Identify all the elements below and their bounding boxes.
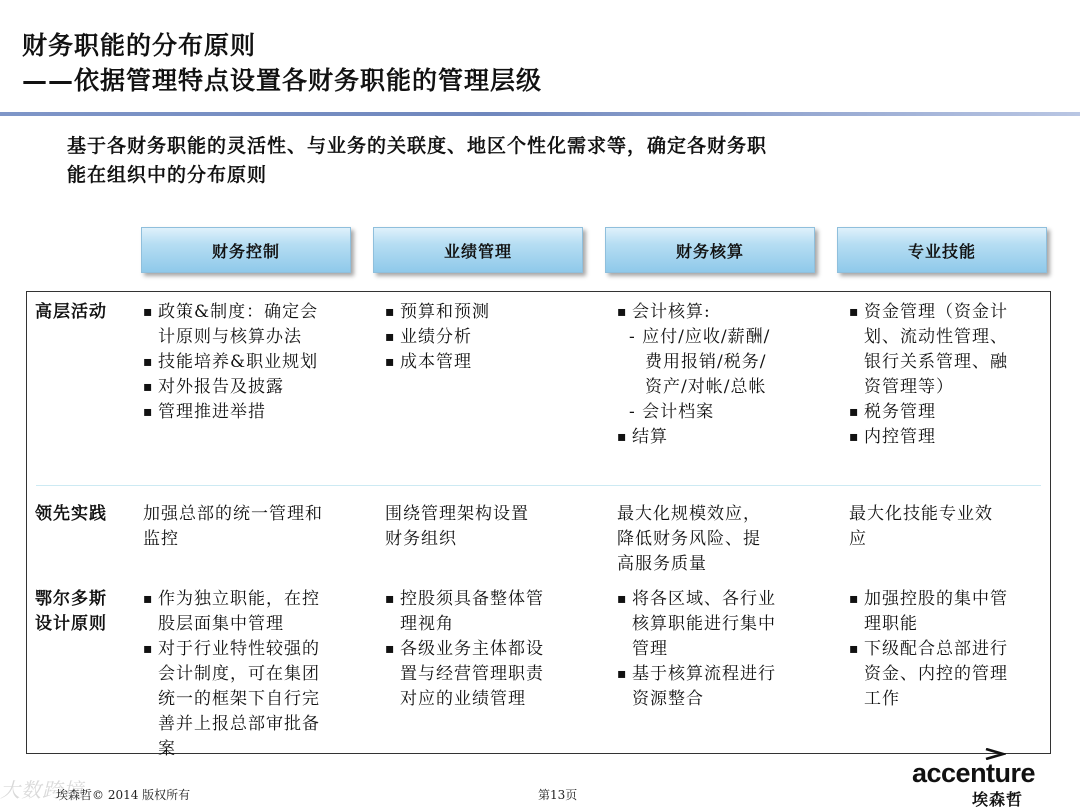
page-subtitle: ——依据管理特点设置各财务职能的管理层级 <box>22 66 543 95</box>
list-item: - 应付/应收/薪酬/ <box>617 325 827 350</box>
cell-best-practice-col1 <box>143 502 368 552</box>
cell-high-level-col3 <box>617 300 827 450</box>
list-item: ▪ 作为独立职能，在控 <box>143 587 368 612</box>
logo-wordmark: accenture <box>912 758 1036 788</box>
intro-line-1: 基于各财务职能的灵活性、与业务的关联度、地区个性化需求等，确定各财务职 <box>67 135 768 157</box>
cell-high-level-col4 <box>849 300 1049 450</box>
list-item: ▪ 控股须具备整体管 <box>385 587 595 612</box>
list-item: ▪ 将各区域、各行业 <box>617 587 827 612</box>
text-line: 财务组织 <box>385 529 457 549</box>
cell-best-practice-col2 <box>385 502 595 552</box>
row-label-best-practice: 领先实践 <box>35 504 107 524</box>
cell-design-col4 <box>849 587 1049 712</box>
list-item: - 会计档案 <box>617 400 827 425</box>
text-line: 最大化技能专业效 <box>849 504 993 524</box>
row-label-line-2: 设计原则 <box>35 614 107 634</box>
intro-text <box>67 132 947 190</box>
cell-design-col2 <box>385 587 595 712</box>
list-item: 会计制度，可在集团 <box>158 664 320 684</box>
list-item: 置与经营管理职责 <box>400 664 544 684</box>
list-item: 资源整合 <box>632 689 704 709</box>
row-divider <box>36 485 1041 486</box>
title-rule <box>0 112 1080 116</box>
list-item: ▪ 对于行业特性较强的 <box>143 637 368 662</box>
list-item: ▪ 税务管理 <box>849 400 1049 425</box>
list-item: ▪ 下级配合总部进行 <box>849 637 1049 662</box>
cell-high-level-col1 <box>143 300 363 425</box>
column-tabs <box>0 227 1080 273</box>
list-item: 工作 <box>864 689 900 709</box>
list-item: ▪ 政策&制度：确定会 <box>143 300 363 325</box>
list-item: ▪ 基于核算流程进行 <box>617 662 827 687</box>
list-item: ▪ 技能培养&职业规划 <box>143 350 363 375</box>
list-item: 理视角 <box>400 614 454 634</box>
cell-design-col3 <box>617 587 827 712</box>
list-item: 资金、内控的管理 <box>864 664 1008 684</box>
list-item: 划、流动性管理、 <box>864 327 1008 347</box>
list-item: ▪ 加强控股的集中管 <box>849 587 1049 612</box>
watermark: 大数跨境 <box>0 778 84 802</box>
list-item: 管理 <box>632 639 668 659</box>
list-item: ▪ 结算 <box>617 425 827 450</box>
list-item: 统一的框架下自行完 <box>158 689 320 709</box>
list-item: 案 <box>158 739 176 759</box>
title-block <box>22 30 542 98</box>
page-title: 财务职能的分布原则 <box>22 31 257 60</box>
list-item: 资管理等） <box>864 377 954 397</box>
row-label-high-level: 高层活动 <box>35 302 107 322</box>
list-item: 善并上报总部审批备 <box>158 714 320 734</box>
cell-high-level-col2 <box>385 300 595 375</box>
intro-line-2: 能在组织中的分布原则 <box>67 164 268 186</box>
page-number: 第13页 <box>538 788 578 802</box>
text-line: 高服务质量 <box>617 554 707 574</box>
list-item: ▪ 资金管理（资金计 <box>849 300 1049 325</box>
row-label-line-1: 鄂尔多斯 <box>35 589 107 609</box>
list-item: ▪ 业绩分析 <box>385 325 595 350</box>
text-line: 围绕管理架构设置 <box>385 504 529 524</box>
list-item: 股层面集中管理 <box>158 614 284 634</box>
list-item: ▪ 对外报告及披露 <box>143 375 363 400</box>
tab-finance-control: 财务控制 <box>141 227 351 273</box>
text-line: 应 <box>849 529 867 549</box>
cell-design-col1 <box>143 587 368 762</box>
accenture-logo <box>912 748 1052 808</box>
cell-best-practice-col4 <box>849 502 1049 552</box>
text-line: 降低财务风险、提 <box>617 529 761 549</box>
list-item: 费用报销/税务/ <box>645 352 767 372</box>
list-item: ▪ 预算和预测 <box>385 300 595 325</box>
logo-chinese: 埃森哲 <box>972 790 1024 809</box>
list-item: 核算职能进行集中 <box>632 614 776 634</box>
text-line: 监控 <box>143 529 179 549</box>
list-item: 对应的业绩管理 <box>400 689 526 709</box>
tab-performance-management: 业绩管理 <box>373 227 583 273</box>
list-item: ▪ 内控管理 <box>849 425 1049 450</box>
list-item: ▪ 管理推进举措 <box>143 400 363 425</box>
tab-accounting: 财务核算 <box>605 227 815 273</box>
text-line: 最大化规模效应， <box>617 504 761 524</box>
list-item: ▪ 各级业务主体都设 <box>385 637 595 662</box>
list-item: 计原则与核算办法 <box>158 327 302 347</box>
list-item: ▪ 成本管理 <box>385 350 595 375</box>
list-item: 理职能 <box>864 614 918 634</box>
copyright-text: 埃森哲© 2014 版权所有 <box>56 788 191 802</box>
tab-professional-skills: 专业技能 <box>837 227 1047 273</box>
list-item: ▪ 会计核算: <box>617 300 827 325</box>
list-item: 银行关系管理、融 <box>864 352 1008 372</box>
text-line: 加强总部的统一管理和 <box>143 504 323 524</box>
row-label-design <box>35 587 107 637</box>
cell-best-practice-col3 <box>617 502 827 577</box>
list-item: 资产/对帐/总帐 <box>645 377 767 397</box>
